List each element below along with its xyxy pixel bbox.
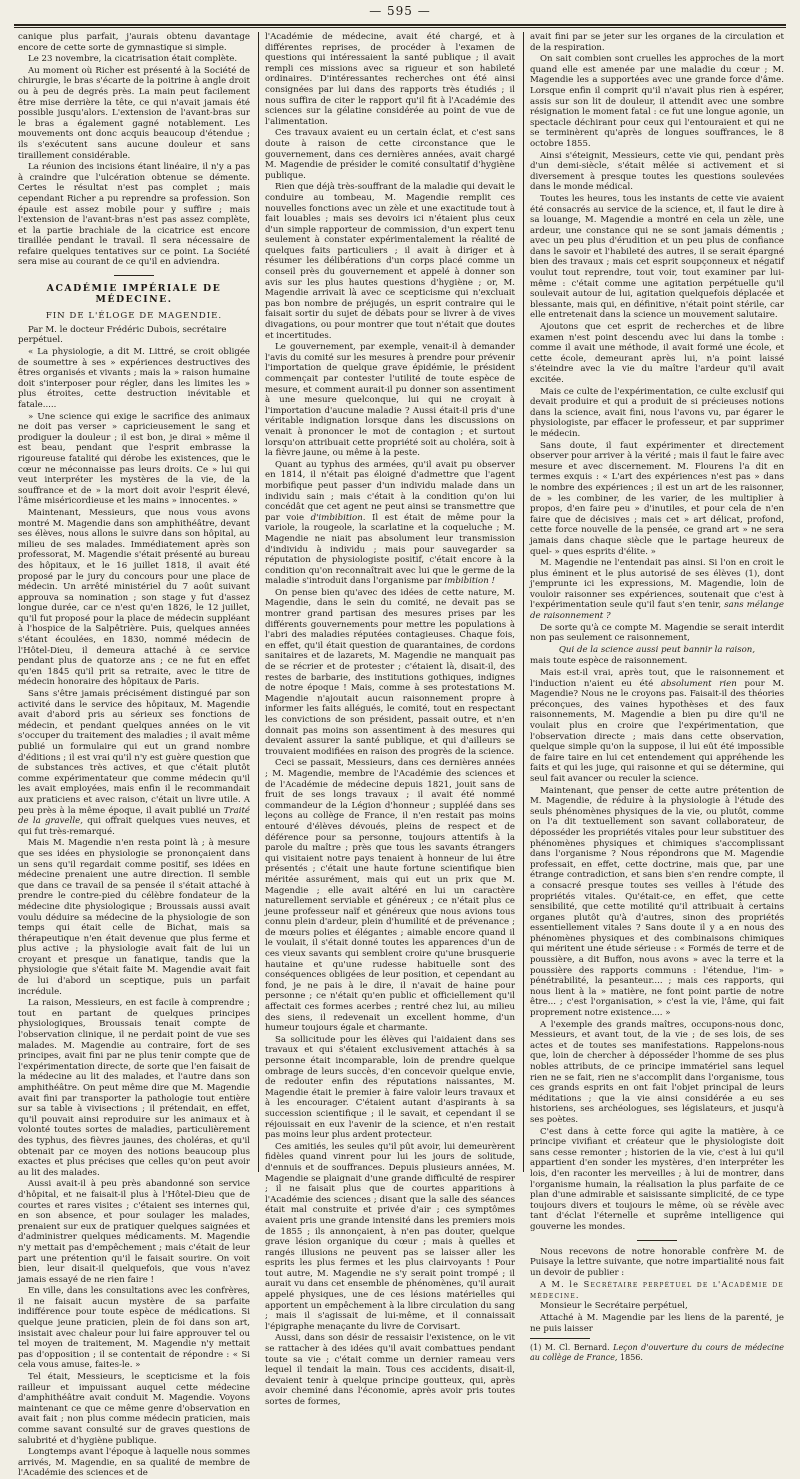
paragraph: canique plus parfait, j'aurais obtenu davantage encore de cette sorte de gymnastique si simple. xyxy=(18,32,250,53)
paragraph: On sait combien sont cruelles les approches de la mort quand elle est amenée par une maladie du cœur ; M. Magendie les a supportées avec une grande force d'âme. Lorsque enfin il comprit qu'il n'avait plus rien à espérer, assis sur son lit de douleur, il attendit avec une sombre résignation le moment fatal : ce fut une longue agonie, un spectacle déchirant pour ceux qui l'entouraient et qui ne se terminèrent qu'après de longues souffrances, le 8 octobre 1855. xyxy=(530,54,784,149)
paragraph: Ces amitiés, les seules qu'il pût avoir, lui demeurèrent fidèles quand vinrent pour lui les jours de solitude, d'ennuis et de souffrances. Depuis plusieurs années, M. Magendie se plaignait d'une grande difficulté de respirer ; il ne faisait plus que de courtes apparitions à l'Académie des sciences ; disant que la salle des séances était mal construite et privée d'air ; ces symptômes avaient pris une grande intensité dans les premiers mois de 1855 ; ils annonçaient, à n'en pas douter, quelque grave lésion organique du cœur ; mais à quelles et rangés illusions ne peuvent pas se laisser aller les esprits les plus fermes et les plus clairvoyants ! Pour tout autre, M. Magendie ne s'y serait point trompé ; il aurait vu dans cet ensemble de phénomènes, qu'il aurait appelé physiques, une de ces lésions matérielles qui apportent un empêchement à la libre circulation du sang ; mais il s'agissait de lui-même, et il connaissait l'épigraphe menaçante du livre de Corvisart. xyxy=(265,1141,515,1332)
paragraph xyxy=(530,668,784,785)
text-run: A M. le xyxy=(540,1279,580,1290)
text-run: Quant au typhus des armées, qu'il avait pu observer en 1814, il n'était pas éloigné d'admettre que l'agent morbifique peut passer d'un individu malade dans un individu sain ; mais c'était à la condition qu'on lui concédât que cet agent ne peut ainsi se transmettre que par voie xyxy=(265,459,515,523)
paragraph: Maintenant, que penser de cette autre prétention de M. Magendie, de réduire à la physiologie à l'étude des seuls phénomènes physiques de la vie, ou plutôt, comme on l'a dit textuellement son savant collaborateur, de déposséder les propriétés vitales pour leur substituer des phénomènes physiques et chimiques s'accomplissant dans l'organisme ? Nous répondrons que M. Magendie professait, en effet, cette doctrine, mais que, par une étrange contradiction, et sans bien s'en rendre compte, il a consacré presque toutes ses veilles à l'étude des propriétés vitales. Qu'était-ce, en effet, que cette sensibilité, que cette motilité qu'il attribuait à certains organes plutôt qu'à d'autres, sinon des propriétés essentiellement vitales ? Sans doute il y a en nous des phénomènes physiques et des combinaisons chimiques qui méritent une étude sérieuse : « Formés de terre et de poussière, a dit Buffon, nous avons » avec la terre et la poussière des rapports communs : l'étendue, l'im- » pénétrabilité, la pesanteur.... ; mais ces rapports, qui nous lient à la » matière, ne font point partie de notre être... ; c'est l'organisation, » c'est la vie, l'âme, qui fait proprement notre existence.... » xyxy=(530,785,784,1019)
paragraph: Tel était, Messieurs, le scepticisme et la fois railleur et impuissant auquel cette médecine d'amphithéâtre avait conduit M. Magendie. Voyons maintenant ce que ce même genre d'observation en avait fait ; non plus comme médecin praticien, mais comme savant consulté sur de graves questions de salubrité et d'hygiène publique. xyxy=(18,1372,250,1446)
subsection-title: FIN DE L'ÉLOGE DE MAGENDIE. xyxy=(45,311,223,322)
column-rule-left xyxy=(258,32,259,1172)
section-title: ACADÉMIE IMPÉRIALE DE MÉDECINE. xyxy=(46,283,222,305)
text-run: (1) M. Cl. Bernard. xyxy=(530,1343,610,1353)
paragraph: Mais ce culte de l'expérimentation, ce culte exclusif qui devait produire et qui a produit de si précieuses notions dans la science, avait fini, nous l'avons vu, par égarer le physiologiste, par effacer le professeur, et par supprimer le médecin. xyxy=(530,386,784,439)
paragraph: On pense bien qu'avec des idées de cette nature, M. Magendie, dans le sein du comité, ne devait pas se montrer grand partisan des mesures prises par les différents gouvernements pour mettre les populations à l'abri des maladies réputées contagieuses. Chaque fois, en effet, qu'il était question de quarantaines, de cordons sanitaires et de lazarets, M. Magendie ne manquait pas de se récrier et de protester ; c'étaient là, disait-il, des restes de barbarie, des institutions gothiques, indignes de notre époque ! Mais, comme à ses protestations M. Magendie n'ajoutait aucun raisonnement propre à informer les faits allégués, le comité, tout en respectant les convictions de son président, passait outre, et n'en donnait pas moins son assentiment à des mesures qui devaient assurer la santé publique, et qui d'ailleurs se trouvaient modifiées en raison des progrès de la science. xyxy=(265,587,515,757)
paragraph: mais toute espèce de raisonnement. xyxy=(530,656,688,667)
paragraph: Sa sollicitude pour les élèves qui l'aidaient dans ses travaux et qui s'étaient exclusivement attachés à sa personne était incomparable, loin de prendre quelque ombrage de leurs succès, d'en concevoir quelque envie, de redouter enfin des réputations naissantes, M. Magendie était le premier à faire valoir leurs travaux et à les encourager. C'étaient autant d'aspirants à sa succession scientifique ; il le savait, et cependant il se réjouissait en eux l'avenir de la science, et n'en restait pas moins leur plus ardent protecteur. xyxy=(265,1034,515,1141)
paragraph: Le 23 novembre, la cicatrisation était complète. xyxy=(28,54,238,65)
header-rule xyxy=(14,24,786,28)
paragraph: Aussi, dans son désir de ressaisir l'existence, on le vit se rattacher à des idées qu'il avait combattues pendant toute sa vie ; c'était comme un dernier rameau vers lequel il tendait la main. Tous ces accidents, disait-il, devaient tenir à quelque principe goutteux, qui, après avoir cheminé dans l'économie, après avoir pris toutes sortes de formes, xyxy=(265,1333,515,1407)
paragraph: Mais M. Magendie n'en resta point là ; à mesure que ses idées en physiologie se prononçaient dans un sens qu'il regardait comme positif, ses idées en médecine prenaient une autre direction. Il semble que dans ce travail de sa pensée il s'était attaché à prendre le contre-pied du célèbre fondateur de la médecine dite physiologique ; Broussais aussi avait voulu déduire sa médecine de la physiologie de son temps qui était celle de Bichat, mais sa thérapeutique n'en était devenue que plus ferme et plus active ; la physiologie avait fait de lui un croyant et presque un fanatique, tandis que la physiologie que s'était faite M. Magendie avait fait de lui d'abord un sceptique, puis un parfait incrédule. xyxy=(18,838,250,997)
emphasis: d'imbibition. xyxy=(310,512,366,523)
text-run: Mais est-il vrai, après tout, que le raisonnement et l'induction n'aient eu été xyxy=(530,668,784,689)
text-run: M. Magendie ne l'entendait pas ainsi. Si l'on en croit le plus éminent et le plus autorisé de ses élèves (1), dont j'emprunte ici les expressions, M. Magendie, loin de vouloir raisonner ses expériences, soutenait que c'est à l'expérimentation seule qu'il faut s'en tenir, xyxy=(530,558,784,611)
paragraph: Ainsi s'éteignit, Messieurs, cette vie qui, pendant près d'un demi-siècle, s'était mêlée si activement et si diversement à presque toutes les questions soulevées dans le monde médical. xyxy=(530,150,784,193)
paragraph: En ville, dans les consultations avec les confrères, il ne faisait aucun mystère de sa parfaite indifférence pour toute espèce de médications. Si quelque jeune praticien, plein de foi dans son art, insistait avec chaleur pour lui faire approuver tel ou tel moyen de traitement, M. Magendie n'y mettait pas d'opposition ; il se contentait de répondre : « Si cela vous amuse, faites-le. » xyxy=(18,1286,250,1371)
paragraph: Au moment où Richer est présenté à la Société de chirurgie, le bras s'écarte de la poitrine à angle droit ou à peu de degrés près. La main peut facilement être mise derrière la tête, ce qui n'avait jamais été possible jusqu'alors. L'extension de l'avant-bras sur le bras a également gagné notablement. Les mouvements ont donc acquis beaucoup d'étendue ; ils s'exécutent sans aucune douleur et sans tiraillement considérable. xyxy=(18,65,250,161)
paragraph: C'est dans à cette force qui agite la matière, à ce principe vivifiant et créateur que le physiologiste doit sans cesse remonter ; historien de la vie, c'est à lui qu'il appartient d'en sonder les mystères, d'en interpréter les lois, d'en raconter les merveilles ; à lui de montrer, dans l'organisme humain, la réalisation la plus parfaite de ce plan d'une admirable et saisissante simplicité, de ce type toujours divers et toujours le même, où se révèle avec tant d'éclat l'éternelle et suprême intelligence qui gouverne les mondes. xyxy=(530,1126,784,1232)
paragraph: Aussi avait-il à peu près abandonné son service d'hôpital, et ne faisait-il plus à l'Hôtel-Dieu que de courtes et rares visites ; c'étaient ses internes qui, en son absence, et pour soulager les malades, prenaient sur eux de pratiquer quelques saignées et d'administrer quelques médicaments. M. Magendie n'y mettait pas d'empêchement ; mais c'était de leur part une prétention qu'il le faisait sourire. On voit bien, leur disait-il quelquefois, que vous n'avez jamais essayé de ne rien faire ! xyxy=(18,1179,250,1285)
paragraph xyxy=(18,689,250,837)
paragraph: avait fini par se jeter sur les organes de la circulation et de la respiration. xyxy=(530,32,784,53)
emphasis: absolument rien xyxy=(660,678,737,689)
paragraph: Ceci se passait, Messieurs, dans ces dernières années ; M. Magendie, membre de l'Académie des sciences et de l'Académie de médecine depuis 1821, jouit sans de fruit de ses longs travaux ; il avait été nommé commandeur de la Légion d'honneur ; suppléé dans ses leçons au collège de France, il n'en restait pas moins entouré d'élèves dévoués, pleins de respect et de déférence pour sa personne, toujours attentifs à la parole du maître ; près que tous les savants étrangers qui visitaient notre pays tenaient à honneur de lui être présentés ; c'était une haute fortune scientifique bien méritée assurément, mais qui eut un prix que M. Magendie ; elle avait altéré en lui un caractère naturellement serviable et généreux ; ce n'était plus ce jeune professeur naïf et généreux que nous avions tous connu plein d'ardeur, plein d'humilité et de prévenance ; de mœurs polies et élégantes ; aimable encore quand il le voulait, il s'était donné toutes les apparences d'un de ces vieux savants qui semblent croire qu'une brusquerie hautaine et qu'une rudesse habituelle sont des conséquences obligées de leur position, et cependant au fond, je ne pais à le dire, il n'avait de haine pour personne ; ce n'était qu'en public et officiellement qu'il affectait ces formes acerbes ; rentré chez lui, au milieu des siens, il redevenait un excellent homme, d'un humeur toujours égale et charmante. xyxy=(265,758,515,1034)
text-run: Il est était de même pour la variole, la rougeole, la scarlatine et la coqueluche ; M. Magendie ne niait pas absolument leur transmission d'individu à individu ; mais pour sauvegarder sa réputation de physiologiste positif, c'était encore à la condition qu'on reconnaîtrait avec lui que le germe de la maladie s'introduit dans l'organisme par xyxy=(265,512,516,587)
paragraph: Ajoutons que cet esprit de recherches et de libre examen n'est point descendu avec lui dans la tombe : comme il avait une méthode, il avait formé une école, et cette école, demeurant après lui, n'a point laissé s'éteindre avec la vie du maître l'ardeur qu'il avait excitée. xyxy=(530,322,784,385)
emphasis: imbibition ! xyxy=(444,576,495,587)
text-run: Sans s'être jamais précisément distingué par son activité dans le service des hôpitaux, M. Magendie avait d'abord pris au sérieux ses fonctions de médecin, et pendant quelques années on le vit s'occuper du traitement des maladies ; il avait même publié un formulaire qui eut un grand nombre d'éditions ; il est vrai qu'il n'y est guère question que de substances très actives, et que c'était plutôt comme expérimentateur que comme médecin qu'il les avait employées, mais enfin il le recommandait aux praticiens et avec raison, c'était un livre utile. A peu près à la même époque, il avait publié un xyxy=(18,689,250,816)
letter-salutation: Monsieur le Secrétaire perpétuel, xyxy=(540,1301,688,1312)
text-run: 1856. xyxy=(620,1353,643,1363)
quote-paragraph: » Une science qui exige le sacrifice des animaux ne doit pas verser » capricieusement le sang et prodiguer la douleur ; il est bon, je dirai » même il est beau, pendant que l'esprit embrasse la rigoureuse fatalité qui dérobe les existences, que le cœur ne méconnaisse pas leurs droits. Ce » lui qui veut interpréter les mystères de la vie, de la souffrance et de » la mort doit avoir l'esprit élevé, l'âme miséricordieuse et les mains » innocentes. » xyxy=(18,411,250,507)
paragraph: Nous recevons de notre honorable confrère M. de Puisaye la lettre suivante, que notre impartialité nous fait un devoir de publier : xyxy=(530,1246,784,1278)
emphasis: Leçon d'ouverture du cours de médecine au collège de France, xyxy=(530,1343,784,1363)
paragraph: La réunion des incisions étant linéaire, il n'y a pas à craindre que l'ulcération obtenue se démente. Certes le résultat n'est pas complet ; mais cependant Richer a pu reprendre sa profession. Son épaule est assez mobile pour y suffire ; mais l'extension de l'avant-bras n'est pas assez complète, et la partie brachiale de la cicatrice est encore tiraillée pendant le travail. Il sera nécessaire de refaire quelques tentatives sur ce point. La Société sera mise au courant de ce qu'il en adviendra. xyxy=(18,162,250,268)
paragraph: Longtemps avant l'époque à laquelle nous sommes arrivés, M. Magendie, en sa qualité de membre de l'Académie des sciences et de xyxy=(18,1447,250,1479)
paragraph: Attaché à M. Magendie par les liens de la parenté, je ne puis laisser xyxy=(530,1313,784,1334)
paragraph: Maintenant, Messieurs, que nous vous avons montré M. Magendie dans son amphithéâtre, devant ses élèves, nous allons le suivre dans son hôpital, au milieu de ses malades. Immédiatement après son professorat, M. Magendie s'était présenté au bureau des hôpitaux, et le 16 juillet 1818, il avait été proposé par le jury du concours pour une place de médecin. Un arrêté ministériel du 7 août suivant approuva sa nomination ; son stage y fut d'assez longue durée, car ce n'est qu'en 1826, le 12 juillet, qu'il fut proposé pour la place de médecin suppléant à l'hospice de la Salpêtrière. Puis, quelques années s'étant écoulées, en 1830, nommé médecin de l'Hôtel-Dieu, il demeura attaché à ce service pendant plus de quatorze ans ; ce ne fut en effet qu'en 1845 qu'il prit sa retraite, avec le titre de médecin honoraire des hôpitaux de Paris. xyxy=(18,507,250,688)
addressee-title: Secrétaire perpétuel de l'Académie de médecine. xyxy=(530,1279,785,1300)
paragraph xyxy=(530,558,784,622)
verse-line: Qui de la science aussi peut bannir la raison, xyxy=(558,644,756,655)
byline: Par M. le docteur Frédéric Dubois, secrétaire perpétuel. xyxy=(18,324,227,346)
paragraph: A l'exemple des grands maîtres, occupons-nous donc, Messieurs, et avant tout, de la vie ; de ses lois, de ses actes et de toutes ses manifestations. Rappelons-nous que, loin de chercher à déposséder l'homme de ses plus nobles attributs, de ce principe immatériel sans lequel rien ne se fait, rien ne s'accomplit dans l'organisme, tous ces grands esprits en ont fait l'objet principal de leurs méditations ; que la vie ainsi considérée a eu ses historiens, ses archéologues, ses législateurs, et jusqu'à ses poètes. xyxy=(530,1019,784,1125)
paragraph: Rien que déjà très-souffrant de la maladie qui devait le conduire au tombeau, M. Magendie remplit ces nouvelles fonctions avec un zèle et une exactitude tout à fait louables ; mais ses devoirs ici n'étaient plus ceux d'un simple rapporteur de commission, d'un expert tenu seulement à constater expérimentalement la réalité de quelques faits particuliers ; il avait à diriger et à résumer les délibérations d'un corps placé comme un conseil près du gouvernement et appelé à donner son avis sur les plus hautes questions d'hygiène ; or, M. Magendie arrivait là avec ce scepticisme qui n'excluait pas bon nombre de préjugés, un esprit contraire qui le faisait sortir du sujet de débats pour se livrer à de vives divagations, ou pour montrer que tout n'était que doutes et incertitudes. xyxy=(265,182,515,341)
footnote-rule xyxy=(530,1338,590,1339)
page-number: — 595 — xyxy=(369,4,431,18)
paragraph: De sorte qu'à ce compte M. Magendie se serait interdit non pas seulement ce raisonnement, xyxy=(530,622,784,644)
quote-paragraph: « La physiologie, a dit M. Littré, se croit obligée de soumettre à ses » expériences destructives des êtres organisés et vivants ; mais la » raison humaine doit s'interposer pour régler, dans les limites les » plus étroites, cette destruction inévitable et fatale..... xyxy=(18,347,250,410)
section-divider xyxy=(114,275,154,276)
text-run: qui offrait quelques vues neuves, et qui fut très-remarqué. xyxy=(18,816,250,837)
paragraph: l'Académie de médecine, avait été chargé, et à différentes reprises, de procéder à l'examen de questions qui intéressaient la santé publique ; il avait rempli ces missions avec sa rigueur et son habileté ordinaires. D'intéressantes recherches ont été ainsi consignées par lui dans des rapports très étudiés ; il nous suffira de citer le rapport qu'il fit à l'Académie des sciences sur la gélatine considérée au point de vue de l'alimentation. xyxy=(265,32,515,127)
column-rule-right xyxy=(523,32,524,1172)
paragraph xyxy=(265,460,515,587)
quote-paragraph: Sans doute, il faut expérimenter et directement observer pour arriver à la vérité ; mais il faut le faire avec mesure et avec discernement. M. Flourens l'a dit en termes exquis : « L'art des expériences n'est pas » dans le nombre des expériences ; il est un art de les raisonner, de » les combiner, de les varier, de les multiplier à propos, d'en faire peu » d'inutiles, et pour cela de n'en faire que de décisives ; mais cet » art délicat, profond, cette force nouvelle de la pensée, ce grand art » ne sera jamais dans chaque siècle que le partage heureux de quel- » ques esprits d'élite. » xyxy=(530,440,784,557)
paragraph: Toutes les heures, tous les instants de cette vie avaient été consacrés au service de la science, et, il faut le dire à sa louange, M. Magendie a montré en cela un zèle, une ardeur, une constance qui ne se sont jamais démentis ; avec un peu plus d'érudition et un peu plus de confiance dans le savoir et l'habileté des autres, il se serait épargné bien des travaux ; mais cet esprit soupçonneux et négatif voulut tout reprendre, tout voir, tout examiner par lui-même : c'était comme une agitation perpétuelle qu'il soulevait autour de lui, agitation quelquefois déplacée et blessante, mais qui, en définitive, n'était point stérile, car elle entretenait dans la science un mouvement salutaire. xyxy=(530,193,784,321)
book-title: Traité de la gravelle, xyxy=(18,805,251,827)
paragraph: Le gouvernement, par exemple, venait-il à demander l'avis du comité sur les mesures à prendre pour prévenir l'importation de quelque grave épidémie, le président commençait par contester l'utilité de toute espèce de mesure, et comment aurait-il pu donner son assentiment à une mesure quelconque, lui qui ne croyait à l'importation d'aucune maladie ? Aussi était-il pris d'une véritable indignation lorsque dans les discussions on venait à prononcer le mot de contagion ; et surtout lorsqu'on attribuait cette propriété soit au choléra, soit à la fièvre jaune, ou même à la peste. xyxy=(265,342,515,459)
paragraph: Ces travaux avaient eu un certain éclat, et c'est sans doute à raison de cette circonstance que le gouvernement, dans ces dernières années, avait chargé M. Magendie de présider le comité consultatif d'hygiène publique. xyxy=(265,128,515,181)
column-middle xyxy=(265,32,516,1407)
column-right xyxy=(530,32,785,1363)
emphasis: sans mélange de raisonnement ? xyxy=(530,600,784,622)
footnote xyxy=(530,1343,784,1363)
letter-address xyxy=(530,1279,784,1300)
section-divider xyxy=(637,1240,677,1241)
text-run: pour M. Magendie? Nous ne le croyons pas. Faisait-il des théories préconçues, des vaines hypothèses et des faux raisonnements, M. Magendie a bien pu dire qu'il ne voulait plus en croire que l'expérimentation, que l'observation directe ; mais dans cette observation, quelque simple qu'on la suppose, il lui eût été impossible de faire taire en lui cet entendement qui appréhende les faits et qui les juge, qui raisonne et qui se détermine, qui seul fait avancer ou reculer la science. xyxy=(530,678,784,784)
column-left xyxy=(18,32,251,1479)
paragraph: La raison, Messieurs, en est facile à comprendre ; tout en partant de quelques principes physiologiques, Broussais tenait compte de l'observation clinique, il ne perdait point de vue ses malades. M. Magendie au contraire, fort de ses principes, avait fini par ne plus tenir compte que de l'expérimentation directe, de sorte que l'en faisait de la médecine au lit des malades, et l'autre dans son amphithéâtre. On peut même dire que M. Magendie avait fini par transporter la pathologie tout entière sur sa table à vivisections ; il prétendait, en effet, qu'il pouvait ainsi reproduire sur les animaux et à volonté toutes sortes de maladies, particulièrement des typhus, des fièvres jaunes, des choléras, et qu'il obtenait par ce moyen des notions beaucoup plus exactes et plus précises que celles qu'on peut avoir au lit des malades. xyxy=(18,998,250,1178)
